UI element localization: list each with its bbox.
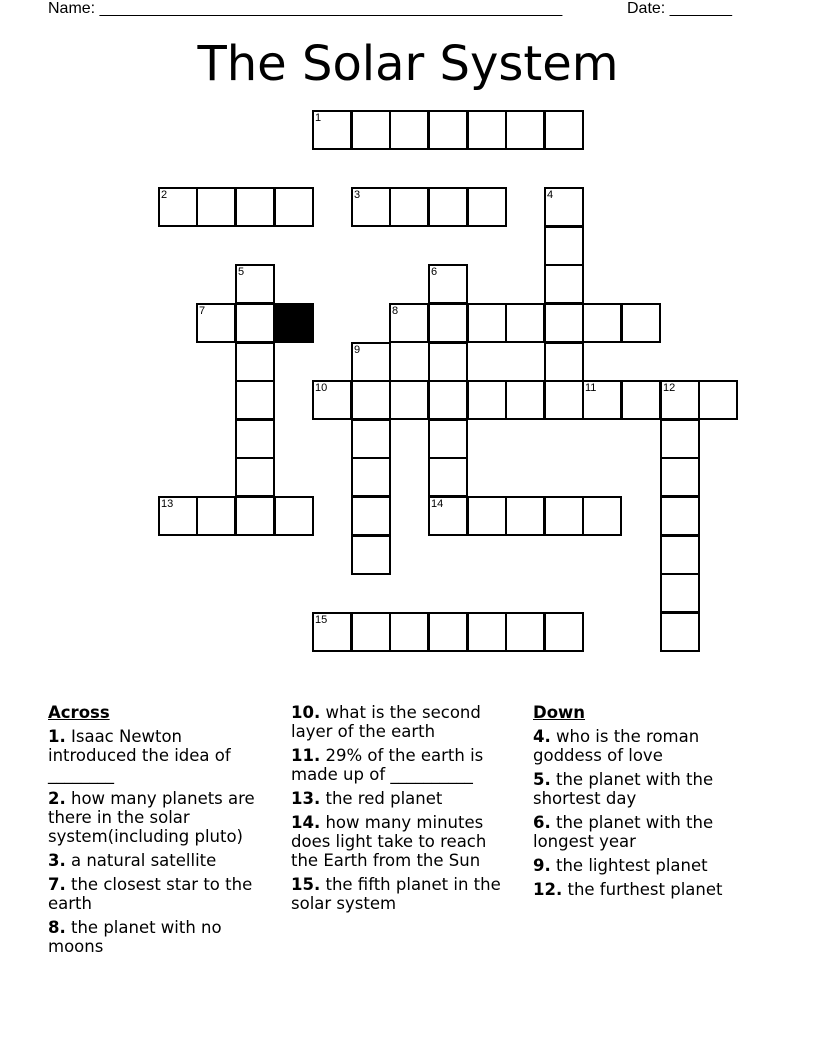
grid-cell[interactable] [660,535,700,575]
grid-cell[interactable] [544,264,584,304]
cell-number: 11 [585,382,597,394]
clue-text: a natural satellite [65,851,217,870]
clue-text: the planet with the shortest day [533,770,714,808]
grid-cell[interactable] [351,110,391,150]
grid-cell[interactable] [544,380,584,420]
grid-cell[interactable] [351,535,391,575]
clue-number: 1. [48,727,66,746]
grid-cell[interactable] [196,303,236,343]
cell-number: 13 [161,498,174,510]
clue-item [48,875,273,913]
grid-cell[interactable] [389,612,429,652]
grid-cell[interactable] [274,187,314,227]
clue-item [533,880,763,899]
grid-cell[interactable] [467,496,507,536]
clue-text: Isaac Newton introduced the idea of ________ [48,727,231,784]
clue-number: 14. [291,813,321,832]
clue-number: 2. [48,789,66,808]
clue-item [533,856,763,875]
cell-number: 1 [315,112,322,124]
grid-cell[interactable] [196,496,236,536]
clue-item [48,727,273,784]
across-clue-list [48,727,273,956]
clue-number: 15. [291,875,321,894]
grid-cell[interactable] [505,496,545,536]
clue-item [533,770,763,808]
grid-cell[interactable] [698,380,738,420]
cell-number: 14 [431,498,444,510]
grid-cell[interactable] [428,264,468,304]
clue-number: 7. [48,875,66,894]
cell-number: 9 [354,344,361,356]
cell-number: 7 [199,305,206,317]
clue-text: the furthest planet [562,880,723,899]
clues-column-3 [533,703,763,904]
clue-number: 10. [291,703,321,722]
grid-cell[interactable] [235,457,275,497]
grid-cell[interactable] [660,573,700,613]
clue-text: what is the second layer of the earth [291,703,481,741]
clue-text: the planet with the longest year [533,813,714,851]
grid-cell[interactable] [544,496,584,536]
grid-cell[interactable] [428,303,468,343]
clue-text: who is the roman goddess of love [533,727,700,765]
down-clue-list [533,727,763,899]
grid-cell[interactable] [351,612,391,652]
grid-cell[interactable] [351,457,391,497]
blocked-cell [274,303,314,343]
grid-cell[interactable] [351,496,391,536]
grid-cell[interactable] [467,187,507,227]
clue-text: how many minutes does light take to reach the Earth from the Sun [291,813,487,870]
clue-item [48,851,273,870]
grid-cell[interactable] [544,303,584,343]
clue-item [291,789,516,808]
grid-cell[interactable] [428,342,468,382]
cell-number: 3 [354,189,361,201]
clue-item [533,727,763,765]
grid-cell[interactable] [351,419,391,459]
grid-cell[interactable] [544,226,584,266]
grid-cell[interactable] [428,110,468,150]
clue-item [291,813,516,870]
grid-cell[interactable] [235,419,275,459]
clue-item [48,789,273,846]
grid-cell[interactable] [660,419,700,459]
grid-cell[interactable] [428,419,468,459]
clue-text: the lightest planet [550,856,708,875]
grid-cell[interactable] [351,187,391,227]
grid-cell[interactable] [660,496,700,536]
clues-column-2 [291,703,516,918]
clue-number: 4. [533,727,551,746]
grid-cell[interactable] [621,303,661,343]
grid-cell[interactable] [235,264,275,304]
clue-text: the fifth planet in the solar system [291,875,501,913]
date-field-label[interactable]: Date: _______ [627,0,732,17]
grid-cell[interactable] [544,612,584,652]
clue-number: 6. [533,813,551,832]
across-clue-list-continued [291,703,516,913]
clue-number: 3. [48,851,66,870]
grid-cell[interactable] [235,496,275,536]
grid-cell[interactable] [312,612,352,652]
grid-cell[interactable] [544,342,584,382]
grid-cell[interactable] [235,187,275,227]
grid-cell[interactable] [235,342,275,382]
clue-text: 29% of the earth is made up of __________ [291,746,484,784]
clue-number: 5. [533,770,551,789]
grid-cell[interactable] [467,303,507,343]
grid-cell[interactable] [582,380,622,420]
clue-number: 9. [533,856,551,875]
grid-cell[interactable] [621,380,661,420]
clue-item [48,918,273,956]
grid-cell[interactable] [505,612,545,652]
grid-cell[interactable] [428,496,468,536]
grid-cell[interactable] [351,342,391,382]
cell-number: 10 [315,382,328,394]
clue-item [291,875,516,913]
grid-cell[interactable] [158,496,198,536]
clue-number: 11. [291,746,321,765]
clues-column-1 [48,703,273,961]
grid-cell[interactable] [428,457,468,497]
grid-cell[interactable] [544,187,584,227]
page-title: The Solar System [197,36,619,92]
grid-cell[interactable] [660,457,700,497]
cell-number: 6 [431,266,438,278]
grid-cell[interactable] [196,187,236,227]
across-heading: Across [48,703,110,722]
grid-cell[interactable] [428,612,468,652]
clue-number: 8. [48,918,66,937]
grid-cell[interactable] [660,612,700,652]
grid-cell[interactable] [467,380,507,420]
grid-cell[interactable] [158,187,198,227]
cell-number: 15 [315,614,328,626]
grid-cell[interactable] [312,380,352,420]
clue-number: 12. [533,880,563,899]
clue-item [291,703,516,741]
grid-cell[interactable] [235,303,275,343]
grid-cell[interactable] [389,187,429,227]
grid-cell[interactable] [312,110,352,150]
grid-cell[interactable] [274,496,314,536]
grid-cell[interactable] [389,303,429,343]
grid-cell[interactable] [351,380,391,420]
grid-cell[interactable] [467,110,507,150]
clue-text: how many planets are there in the solar system(including pluto) [48,789,255,846]
grid-cell[interactable] [582,303,622,343]
down-heading: Down [533,703,586,722]
cell-number: 2 [161,189,168,201]
clue-item [533,813,763,851]
grid-cell[interactable] [505,303,545,343]
clue-item [291,746,516,784]
cell-number: 5 [238,266,245,278]
clue-text: the closest star to the earth [48,875,253,913]
grid-cell[interactable] [505,110,545,150]
grid-cell[interactable] [544,110,584,150]
cell-number: 12 [663,382,676,394]
cell-number: 8 [392,305,399,317]
grid-cell[interactable] [428,380,468,420]
grid-cell[interactable] [467,612,507,652]
grid-cell[interactable] [428,187,468,227]
clue-number: 13. [291,789,321,808]
clue-text: the red planet [320,789,443,808]
grid-cell[interactable] [505,380,545,420]
grid-cell[interactable] [389,110,429,150]
grid-cell[interactable] [582,496,622,536]
grid-cell[interactable] [389,380,429,420]
name-field-label[interactable]: Name: ____________________________________________________ [48,0,563,17]
clue-text: the planet with no moons [48,918,222,956]
grid-cell[interactable] [235,380,275,420]
grid-cell[interactable] [660,380,700,420]
cell-number: 4 [547,189,554,201]
